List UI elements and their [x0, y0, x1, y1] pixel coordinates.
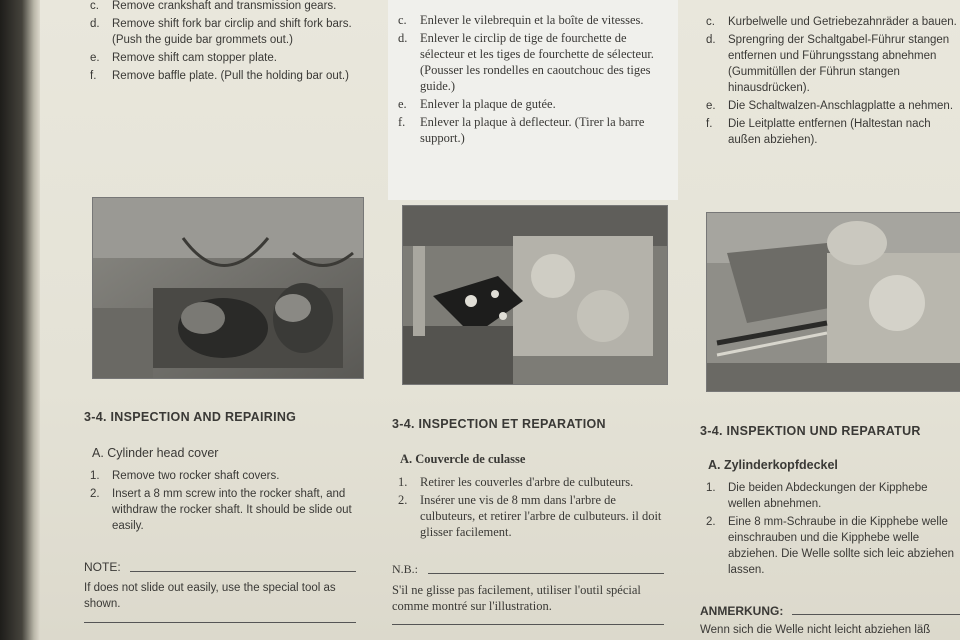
french-inspection-steps: [392, 474, 672, 542]
german-removal-steps: [700, 14, 960, 150]
transmission-photo: [706, 212, 960, 392]
list-item: 2. Eine 8 mm-Schraube in die Kipphebe welle einschrauben und die Kipphebe welle abziehen. Die Welle sollte sich leic abziehen lassen.: [706, 516, 955, 576]
divider: [130, 571, 356, 572]
crankcase-photo: [92, 197, 364, 379]
list-item: 1. Die beiden Abdeckungen der Kipphebe wellen abnehmen.: [706, 482, 928, 510]
list-item: f. Remove baffle plate. (Pull the holding bar out.): [90, 70, 349, 82]
page-binding: [0, 0, 40, 640]
divider: [428, 573, 664, 574]
english-inspection-steps: [84, 468, 374, 536]
list-item: c. Kurbelwelle und Getriebezahnräder a bauen.: [706, 16, 957, 28]
divider: [392, 624, 664, 625]
list-item: c. Enlever le vilebrequin et la boîte de vitesses.: [398, 13, 644, 27]
list-item: e. Enlever la plaque de gutée.: [398, 97, 556, 111]
list-item: 2. Insert a 8 mm screw into the rocker shaft, and withdraw the rocker shaft. It should be slide out easily.: [90, 488, 352, 532]
list-item: e. Die Schaltwalzen-Anschlagplatte a nehmen.: [706, 100, 954, 112]
french-note-label: N.B.:: [392, 562, 419, 576]
divider: [792, 614, 960, 615]
german-note-text: Wenn sich die Welle nicht leicht abziehen läß: [700, 624, 931, 636]
german-subheading: A. Zylinderkopfdeckel: [708, 458, 838, 472]
german-section-heading: 3-4. INSPEKTION UND REPARATUR: [700, 424, 921, 438]
german-inspection-steps: [700, 480, 960, 580]
french-note-text: S'il ne glisse pas facilement, utiliser l'outil spécial comme montré sur l'illustration.: [392, 583, 641, 613]
english-note-text: If does not slide out easily, use the special tool as shown.: [84, 582, 336, 610]
list-item: e. Remove shift cam stopper plate.: [90, 52, 277, 64]
list-item: d. Remove shift fork bar circlip and shift fork bars. (Push the guide bar grommets out.): [90, 18, 352, 46]
divider: [84, 622, 356, 623]
list-item: d. Enlever le circlip de tige de fourchette de sélecteur et les tiges de fourchette de sélecteur. (Pousser les rondelles en caoutchouc des tiges guide.): [398, 31, 654, 93]
english-note-label: NOTE:: [84, 560, 121, 574]
german-note-label: ANMERKUNG:: [700, 604, 784, 618]
list-item: c. Remove crankshaft and transmission gears.: [90, 0, 337, 12]
english-section-heading: 3-4. INSPECTION AND REPAIRING: [84, 410, 297, 424]
list-item: d. Sprengring der Schaltgabel-Führur stangen entfernen und Führungsstang abnehmen (Gummitüllen der Führun stangen hinausdrücken).: [706, 34, 950, 94]
french-removal-steps: [392, 12, 672, 148]
english-subheading: A. Cylinder head cover: [92, 446, 219, 460]
french-subheading: A. Couvercle de culasse: [400, 452, 526, 466]
shift-fork-photo: [402, 205, 668, 385]
list-item: f. Die Leitplatte entfernen (Haltestan nach außen abziehen).: [706, 118, 931, 146]
list-item: f. Enlever la plaque à deflecteur. (Tirer la barre support.): [398, 115, 645, 145]
english-removal-steps: [84, 0, 374, 86]
list-item: 1. Retirer les couverles d'arbre de culbuteurs.: [398, 475, 634, 489]
french-section-heading: 3-4. INSPECTION ET REPARATION: [392, 417, 606, 431]
list-item: 1. Remove two rocker shaft covers.: [90, 470, 280, 482]
list-item: 2. Insérer une vis de 8 mm dans l'arbre de culbuteurs, et retirer l'arbre de culbuteurs. il doit glisser facilement.: [398, 493, 662, 539]
